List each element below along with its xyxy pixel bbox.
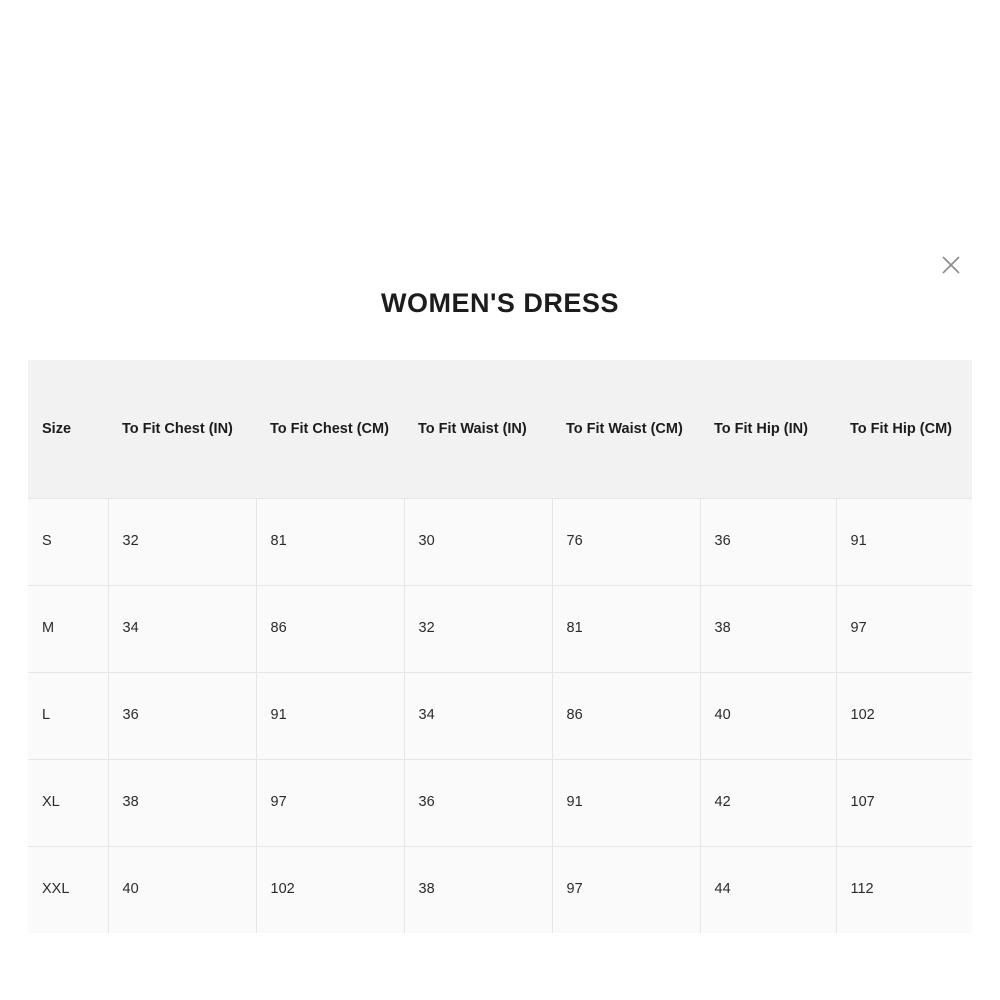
column-header-chest-in: To Fit Chest (IN) bbox=[108, 360, 256, 499]
cell-chest-in: 40 bbox=[108, 847, 256, 934]
cell-hip-cm: 102 bbox=[836, 673, 972, 760]
cell-chest-cm: 81 bbox=[256, 499, 404, 586]
cell-waist-cm: 86 bbox=[552, 673, 700, 760]
cell-chest-cm: 97 bbox=[256, 760, 404, 847]
column-header-hip-cm: To Fit Hip (CM) bbox=[836, 360, 972, 499]
cell-chest-in: 32 bbox=[108, 499, 256, 586]
cell-waist-in: 36 bbox=[404, 760, 552, 847]
table-row bbox=[28, 586, 972, 673]
table-header bbox=[28, 360, 972, 499]
cell-chest-in: 38 bbox=[108, 760, 256, 847]
cell-waist-cm: 91 bbox=[552, 760, 700, 847]
page-title: WOMEN'S DRESS bbox=[381, 288, 619, 318]
column-header-waist-cm: To Fit Waist (CM) bbox=[552, 360, 700, 499]
cell-hip-cm: 97 bbox=[836, 586, 972, 673]
table-row bbox=[28, 673, 972, 760]
cell-hip-in: 40 bbox=[700, 673, 836, 760]
table-row bbox=[28, 760, 972, 847]
cell-hip-in: 38 bbox=[700, 586, 836, 673]
cell-hip-cm: 107 bbox=[836, 760, 972, 847]
cell-chest-in: 34 bbox=[108, 586, 256, 673]
column-header-chest-cm: To Fit Chest (CM) bbox=[256, 360, 404, 499]
cell-hip-cm: 91 bbox=[836, 499, 972, 586]
cell-hip-in: 36 bbox=[700, 499, 836, 586]
table-row bbox=[28, 847, 972, 934]
cell-waist-in: 30 bbox=[404, 499, 552, 586]
column-header-waist-in: To Fit Waist (IN) bbox=[404, 360, 552, 499]
column-header-size: Size bbox=[28, 360, 108, 499]
cell-waist-in: 38 bbox=[404, 847, 552, 934]
cell-waist-in: 34 bbox=[404, 673, 552, 760]
cell-size: XXL bbox=[28, 847, 108, 934]
cell-size: L bbox=[28, 673, 108, 760]
close-icon-glyph bbox=[940, 254, 962, 276]
cell-chest-cm: 102 bbox=[256, 847, 404, 934]
cell-chest-cm: 91 bbox=[256, 673, 404, 760]
cell-hip-in: 42 bbox=[700, 760, 836, 847]
cell-waist-cm: 76 bbox=[552, 499, 700, 586]
cell-waist-in: 32 bbox=[404, 586, 552, 673]
cell-waist-cm: 97 bbox=[552, 847, 700, 934]
cell-size: S bbox=[28, 499, 108, 586]
table-body bbox=[28, 499, 972, 934]
cell-hip-cm: 112 bbox=[836, 847, 972, 934]
table-header-row bbox=[28, 360, 972, 499]
cell-size: XL bbox=[28, 760, 108, 847]
cell-size: M bbox=[28, 586, 108, 673]
column-header-hip-in: To Fit Hip (IN) bbox=[700, 360, 836, 499]
close-icon[interactable] bbox=[934, 248, 968, 282]
cell-chest-cm: 86 bbox=[256, 586, 404, 673]
table-row bbox=[28, 499, 972, 586]
cell-hip-in: 44 bbox=[700, 847, 836, 934]
cell-chest-in: 36 bbox=[108, 673, 256, 760]
cell-waist-cm: 81 bbox=[552, 586, 700, 673]
size-chart-table-wrap bbox=[28, 360, 972, 933]
size-chart-table bbox=[28, 360, 972, 933]
